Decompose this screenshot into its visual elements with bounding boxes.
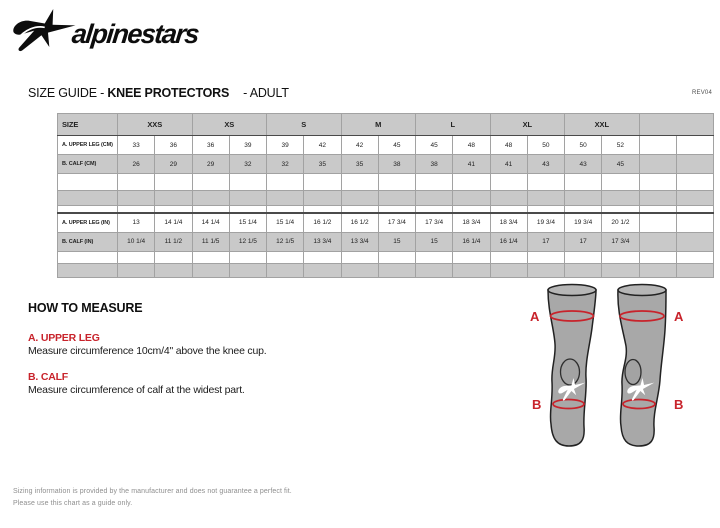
footer-line-1: Sizing information is provided by the manufacturer and does not guarantee a perfect fit. [13, 488, 292, 495]
empty-cell [58, 174, 118, 191]
empty-cell [416, 174, 453, 191]
size-value-cell: 14 1/4 [155, 213, 192, 233]
size-value-cell: 16 1/2 [341, 213, 378, 233]
size-table-corner: SIZE [58, 114, 118, 136]
row-label: A. UPPER LEG (IN) [58, 213, 118, 233]
empty-cell [453, 263, 490, 277]
empty-cell [490, 263, 527, 277]
size-value-cell: 32 [229, 155, 266, 174]
empty-cell [192, 174, 229, 191]
measure-label-b-left: B [532, 397, 542, 412]
size-value-cell: 12 1/5 [229, 232, 266, 251]
empty-cell [229, 251, 266, 263]
empty-cell [416, 263, 453, 277]
knee-cup-outline [561, 359, 580, 385]
empty-cell [267, 174, 304, 191]
empty-cell [304, 263, 341, 277]
size-table [57, 113, 714, 278]
size-value-cell: 45 [378, 136, 415, 155]
empty-cell [378, 174, 415, 191]
empty-cell [676, 191, 713, 206]
size-value-cell: 16 1/2 [304, 213, 341, 233]
measure-item-upper-leg [28, 332, 458, 357]
size-col-header: XL [490, 114, 565, 136]
size-table-body [58, 114, 714, 278]
empty-cell [304, 191, 341, 206]
knee-cup-outline [625, 360, 641, 385]
brand-logo [12, 7, 198, 53]
size-value-cell: 17 [565, 232, 602, 251]
footer-note [13, 486, 292, 510]
measure-item-calf [28, 371, 458, 396]
empty-cell [602, 206, 639, 213]
empty-cell [565, 263, 602, 277]
size-value-cell: 13 3/4 [341, 232, 378, 251]
measure-label-a-left: A [530, 309, 540, 324]
empty-cell [676, 155, 713, 174]
size-value-cell: 18 3/4 [490, 213, 527, 233]
size-value-cell: 14 1/4 [192, 213, 229, 233]
page-title [28, 86, 692, 100]
measure-item-description: Measure circumference of calf at the widest part. [28, 384, 245, 396]
measure-item-description: Measure circumference 10cm/4" above the knee cup. [28, 345, 267, 357]
empty-cell [602, 251, 639, 263]
empty-cell [118, 174, 155, 191]
size-value-cell: 20 1/2 [602, 213, 639, 233]
empty-cell [267, 251, 304, 263]
size-table-row [58, 155, 714, 174]
empty-cell [58, 251, 118, 263]
title-product: KNEE PROTECTORS [107, 86, 230, 100]
size-table-row [58, 136, 714, 155]
empty-cell [565, 206, 602, 213]
empty-cell [267, 191, 304, 206]
size-value-cell: 17 [527, 232, 564, 251]
size-value-cell: 43 [527, 155, 564, 174]
empty-cell [155, 251, 192, 263]
size-table-spacer-row [58, 251, 714, 263]
empty-cell [453, 191, 490, 206]
size-table-header-row [58, 114, 714, 136]
empty-cell [192, 191, 229, 206]
size-value-cell: 11 1/2 [155, 232, 192, 251]
size-col-header: L [416, 114, 491, 136]
empty-cell [229, 191, 266, 206]
empty-cell [639, 213, 676, 233]
empty-cell [676, 232, 713, 251]
empty-cell [490, 206, 527, 213]
size-value-cell: 41 [490, 155, 527, 174]
size-value-cell: 33 [118, 136, 155, 155]
empty-cell [602, 174, 639, 191]
empty-cell [155, 174, 192, 191]
size-value-cell: 48 [490, 136, 527, 155]
empty-cell [118, 263, 155, 277]
size-value-cell: 41 [453, 155, 490, 174]
size-value-cell: 32 [267, 155, 304, 174]
size-value-cell: 50 [565, 136, 602, 155]
empty-cell [118, 206, 155, 213]
size-value-cell: 42 [304, 136, 341, 155]
size-value-cell: 38 [378, 155, 415, 174]
size-value-cell: 29 [155, 155, 192, 174]
empty-cell [378, 251, 415, 263]
size-value-cell: 48 [453, 136, 490, 155]
empty-cell [453, 251, 490, 263]
size-value-cell: 52 [602, 136, 639, 155]
size-table-row [58, 232, 714, 251]
empty-cell [155, 191, 192, 206]
size-value-cell: 17 3/4 [416, 213, 453, 233]
size-value-cell: 50 [527, 136, 564, 155]
row-label: B. CALF (IN) [58, 232, 118, 251]
empty-cell [304, 251, 341, 263]
size-table-spacer-row [58, 263, 714, 277]
size-table-spacer-row [58, 191, 714, 206]
empty-cell [676, 174, 713, 191]
size-value-cell: 17 3/4 [602, 232, 639, 251]
empty-cell [229, 206, 266, 213]
size-col-header: XXS [118, 114, 193, 136]
empty-cell [565, 251, 602, 263]
size-col-header: M [341, 114, 416, 136]
title-prefix: SIZE GUIDE - [28, 86, 108, 100]
empty-cell [490, 174, 527, 191]
measure-label-b-right: B [674, 397, 684, 412]
size-value-cell: 19 3/4 [527, 213, 564, 233]
empty-cell [118, 191, 155, 206]
empty-cell [192, 251, 229, 263]
empty-cell [676, 206, 713, 213]
empty-cell [192, 263, 229, 277]
size-value-cell: 45 [602, 155, 639, 174]
empty-cell [602, 191, 639, 206]
empty-cell [58, 206, 118, 213]
revision-label: REV04 [691, 90, 712, 96]
empty-cell [676, 136, 713, 155]
empty-cell [639, 232, 676, 251]
size-table-spacer-row [58, 174, 714, 191]
size-value-cell: 15 [378, 232, 415, 251]
size-value-cell: 45 [416, 136, 453, 155]
row-label: B. CALF (CM) [58, 155, 118, 174]
empty-cell [527, 206, 564, 213]
empty-cell [155, 263, 192, 277]
empty-cell [639, 155, 676, 174]
size-value-cell: 19 3/4 [565, 213, 602, 233]
empty-cell [565, 174, 602, 191]
empty-cell [565, 191, 602, 206]
size-value-cell: 18 3/4 [453, 213, 490, 233]
size-value-cell: 35 [341, 155, 378, 174]
empty-cell [192, 206, 229, 213]
empty-cell [527, 191, 564, 206]
size-value-cell: 13 3/4 [304, 232, 341, 251]
empty-cell [378, 263, 415, 277]
title-suffix: - ADULT [243, 86, 289, 100]
size-value-cell: 10 1/4 [118, 232, 155, 251]
size-value-cell: 11 1/5 [192, 232, 229, 251]
size-value-cell: 15 1/4 [229, 213, 266, 233]
empty-cell [639, 191, 676, 206]
empty-cell [602, 263, 639, 277]
empty-cell [341, 251, 378, 263]
size-col-header-empty [639, 114, 714, 136]
size-value-cell: 39 [229, 136, 266, 155]
empty-cell [229, 174, 266, 191]
empty-cell [527, 263, 564, 277]
empty-cell [527, 251, 564, 263]
size-value-cell: 36 [192, 136, 229, 155]
size-value-cell: 35 [304, 155, 341, 174]
size-table-row [58, 213, 714, 233]
empty-cell [676, 251, 713, 263]
knee-sleeve-right-illustration [618, 285, 666, 447]
size-value-cell: 42 [341, 136, 378, 155]
size-table-spacer-row [58, 206, 714, 213]
empty-cell [341, 174, 378, 191]
empty-cell [639, 206, 676, 213]
measure-label-a-right: A [674, 309, 684, 324]
empty-cell [676, 213, 713, 233]
size-col-header: XXL [565, 114, 640, 136]
empty-cell [341, 206, 378, 213]
empty-cell [341, 263, 378, 277]
size-value-cell: 39 [267, 136, 304, 155]
size-value-cell: 43 [565, 155, 602, 174]
empty-cell [453, 174, 490, 191]
empty-cell [676, 263, 713, 277]
size-value-cell: 38 [416, 155, 453, 174]
footer-line-2: Please use this chart as a guide only. [13, 500, 133, 507]
empty-cell [155, 206, 192, 213]
size-value-cell: 29 [192, 155, 229, 174]
empty-cell [229, 263, 266, 277]
empty-cell [304, 174, 341, 191]
size-value-cell: 15 1/4 [267, 213, 304, 233]
empty-cell [378, 206, 415, 213]
measure-item-label: A. UPPER LEG [28, 332, 100, 344]
empty-cell [639, 136, 676, 155]
size-col-header: XS [192, 114, 267, 136]
empty-cell [267, 263, 304, 277]
brand-wordmark: alpinestars [70, 19, 200, 49]
how-to-measure-section [28, 301, 458, 410]
empty-cell [639, 263, 676, 277]
size-value-cell: 36 [155, 136, 192, 155]
empty-cell [267, 206, 304, 213]
row-label: A. UPPER LEG (CM) [58, 136, 118, 155]
measure-item-label: B. CALF [28, 371, 69, 383]
empty-cell [118, 251, 155, 263]
size-value-cell: 13 [118, 213, 155, 233]
empty-cell [378, 191, 415, 206]
knee-protector-diagram [524, 280, 694, 452]
empty-cell [304, 206, 341, 213]
size-value-cell: 15 [416, 232, 453, 251]
empty-cell [490, 191, 527, 206]
empty-cell [416, 251, 453, 263]
size-value-cell: 12 1/5 [267, 232, 304, 251]
size-value-cell: 16 1/4 [453, 232, 490, 251]
knee-sleeve-left-illustration [548, 285, 596, 447]
empty-cell [527, 174, 564, 191]
empty-cell [453, 206, 490, 213]
empty-cell [639, 251, 676, 263]
empty-cell [416, 206, 453, 213]
empty-cell [341, 191, 378, 206]
size-value-cell: 16 1/4 [490, 232, 527, 251]
empty-cell [58, 263, 118, 277]
how-to-measure-heading: HOW TO MEASURE [28, 301, 143, 315]
empty-cell [416, 191, 453, 206]
empty-cell [639, 174, 676, 191]
size-value-cell: 26 [118, 155, 155, 174]
size-value-cell: 17 3/4 [378, 213, 415, 233]
empty-cell [58, 191, 118, 206]
empty-cell [490, 251, 527, 263]
size-col-header: S [267, 114, 342, 136]
